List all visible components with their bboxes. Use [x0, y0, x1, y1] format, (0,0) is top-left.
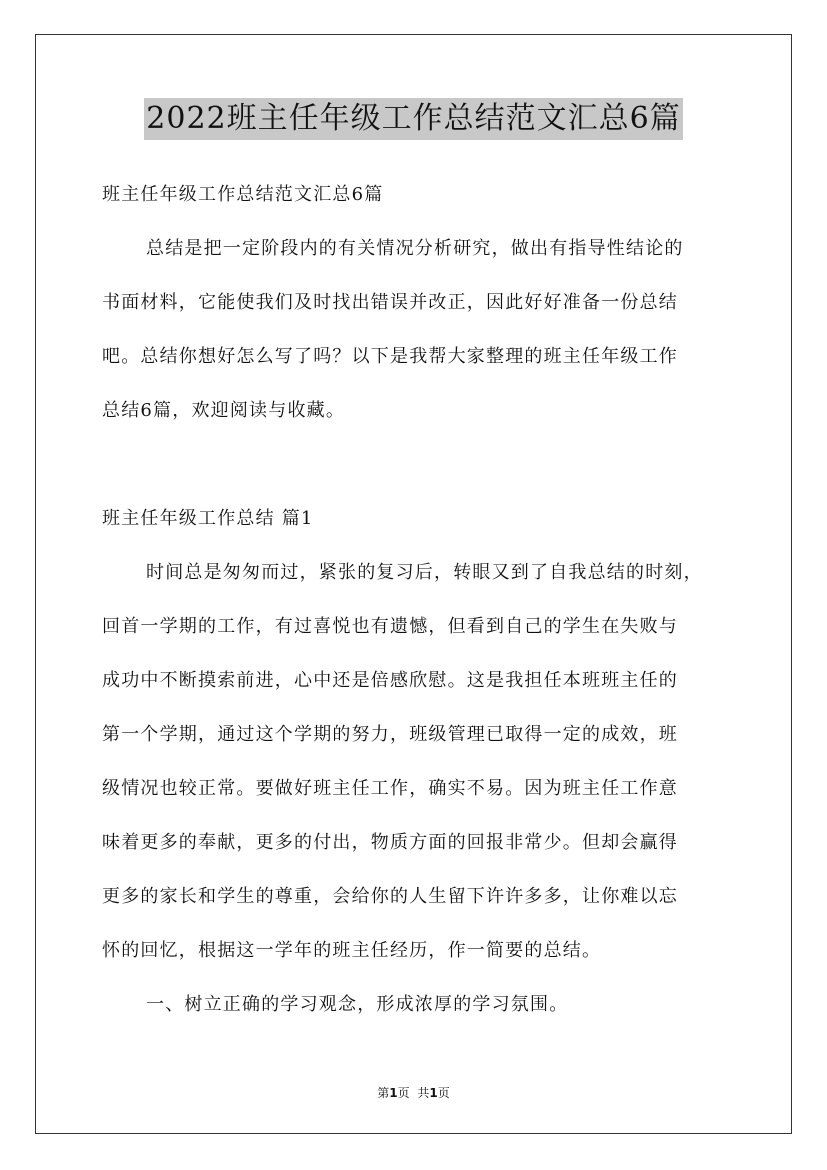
body-line-7: 更多的家长和学生的尊重，会给你的人生留下许许多多，让你难以忘	[102, 886, 678, 907]
section-heading: 班主任年级工作总结 篇1	[102, 508, 314, 529]
intro-line-3: 吧。总结你想好怎么写了吗？以下是我帮大家整理的班主任年级工作	[102, 346, 678, 367]
point-heading-1: 一、树立正确的学习观念，形成浓厚的学习氛围。	[146, 994, 569, 1015]
intro-line-2: 书面材料，它能使我们及时找出错误并改正，因此好好准备一份总结	[102, 292, 678, 313]
body-line-6: 味着更多的奉献，更多的付出，物质方面的回报非常少。但却会赢得	[102, 832, 678, 853]
intro-line-4: 总结6篇，欢迎阅读与收藏。	[102, 400, 346, 421]
body-line-4: 第一个学期，通过这个学期的努力，班级管理已取得一定的成效，班	[102, 724, 678, 745]
page-number: 1	[389, 1086, 398, 1100]
page-label-suffix: 页	[397, 1086, 410, 1100]
body-line-3: 成功中不断摸索前进，心中还是倍感欣慰。这是我担任本班班主任的	[102, 670, 678, 691]
page-footer	[0, 1084, 827, 1101]
document-title: 2022班主任年级工作总结范文汇总6篇	[144, 98, 682, 140]
body-line-5: 级情况也较正常。要做好班主任工作，确实不易。因为班主任工作意	[102, 778, 678, 799]
total-pages: 1	[429, 1086, 438, 1100]
body-line-8: 怀的回忆，根据这一学年的班主任经历，作一简要的总结。	[102, 940, 602, 961]
total-suffix: 页	[437, 1086, 450, 1100]
intro-line-1: 总结是把一定阶段内的有关情况分析研究，做出有指导性结论的	[146, 238, 684, 259]
body-line-1: 时间总是匆匆而过，紧张的复习后，转眼又到了自我总结的时刻，	[146, 562, 703, 583]
document-subtitle: 班主任年级工作总结范文汇总6篇	[102, 184, 384, 205]
page-label-prefix: 第	[377, 1086, 390, 1100]
total-prefix: 共	[417, 1086, 430, 1100]
title-container	[0, 98, 827, 140]
body-line-2: 回首一学期的工作，有过喜悦也有遗憾，但看到自己的学生在失败与	[102, 616, 678, 637]
